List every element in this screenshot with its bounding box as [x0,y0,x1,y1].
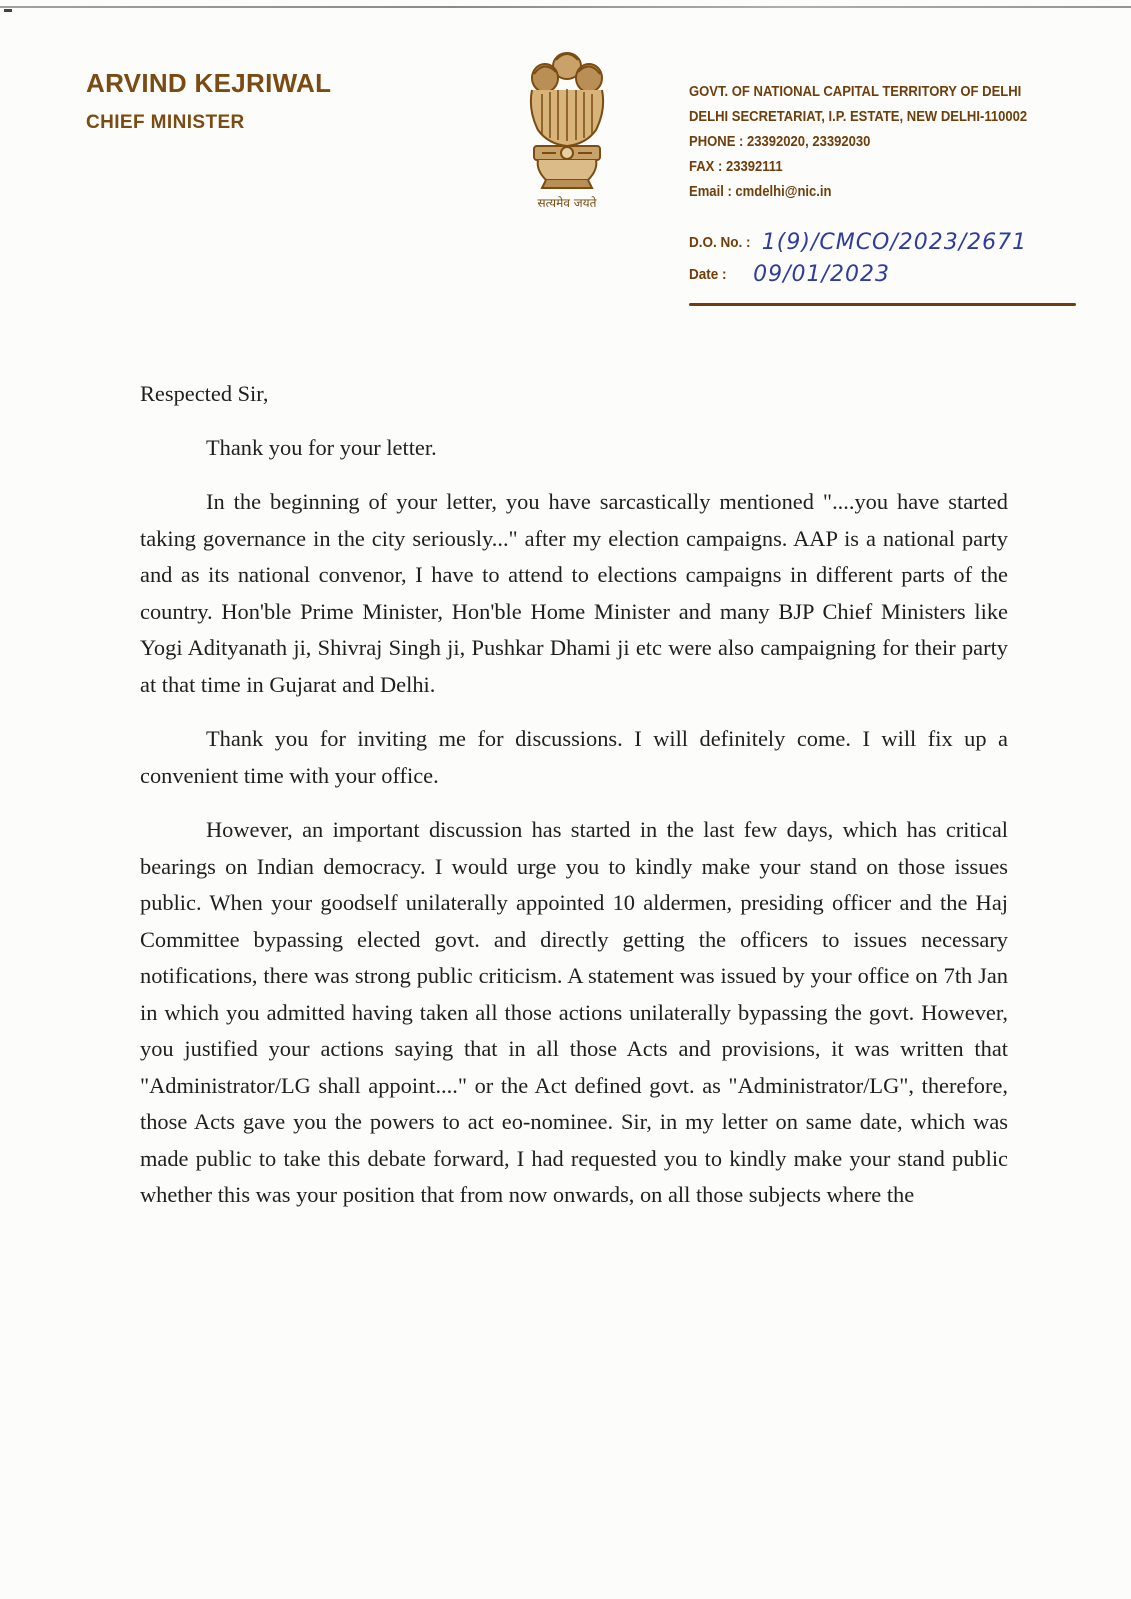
address-line: DELHI SECRETARIAT, I.P. ESTATE, NEW DELHI-110002 [689,109,1028,125]
top-edge-rule [0,6,1131,8]
reference-underline [689,303,1076,306]
paragraph: Thank you for inviting me for discussions. I will definitely come. I will fix up a convenient time with your office. [140,726,1008,788]
paragraph: Thank you for your letter. [206,434,437,460]
sender-name: ARVIND KEJRIWAL [86,68,332,98]
date-label: Date : [689,265,727,283]
salutation: Respected Sir, [140,381,269,406]
do-no-value: 1(9)/CMCO/2023/2671 [761,230,1028,255]
corner-mark [4,9,12,12]
paragraph: In the beginning of your letter, you have sarcastically mentioned "....you have started taking governance in the city seriously..." after my election campaigns. AAP is a national party and as its national convenor, I have to attend to elections campaigns in different parts of the country. Hon'ble Prime Minister, Hon'ble Home Minister and many BJP Chief Ministers like Yogi Adityanath ji, Shivraj Singh ji, Pushkar Dhami ji etc were also campaigning for their party at that time in Gujarat and Delhi. [140,489,1008,697]
phone-line: PHONE : 23392020, 23392030 [689,134,871,150]
date-value: 09/01/2023 [753,262,890,287]
emblem-motto: सत्यमेव जयते [537,196,597,210]
email-line: Email : cmdelhi@nic.in [689,184,832,200]
do-no-label: D.O. No. : [689,233,751,251]
do-no-row [689,230,1027,262]
date-row [689,262,1027,294]
reference-block [689,230,1027,294]
sender-title: CHIEF MINISTER [86,112,245,133]
address-line: GOVT. OF NATIONAL CAPITAL TERRITORY OF DELHI [689,84,1022,100]
letter-body [140,376,1008,1232]
fax-line: FAX : 23392111 [689,159,783,175]
paragraph: However, an important discussion has started in the last few days, which has critical bearings on Indian democracy. I would urge you to kindly make your stand on those issues public. When your goodself unilaterally appointed 10 aldermen, presiding officer and the Haj Committee bypassing elected govt. and directly getting the officers to issues necessary notifications, there was strong public criticism. A statement was issued by your office on 7th Jan in which you admitted having taken all those actions unilaterally bypassing the govt. However, you justified your actions saying that in all those Acts and provisions, it was written that "Administrator/LG shall appoint...." or the Act defined govt. as "Administrator/LG", therefore, those Acts gave you the powers to act eo-nominee. Sir, in my letter on same date, which was made public to take this debate forward, I had requested you to kindly make your stand public whether this was your position that from now onwards, on all those subjects where the [140,817,1008,1207]
address-block [689,80,1027,205]
